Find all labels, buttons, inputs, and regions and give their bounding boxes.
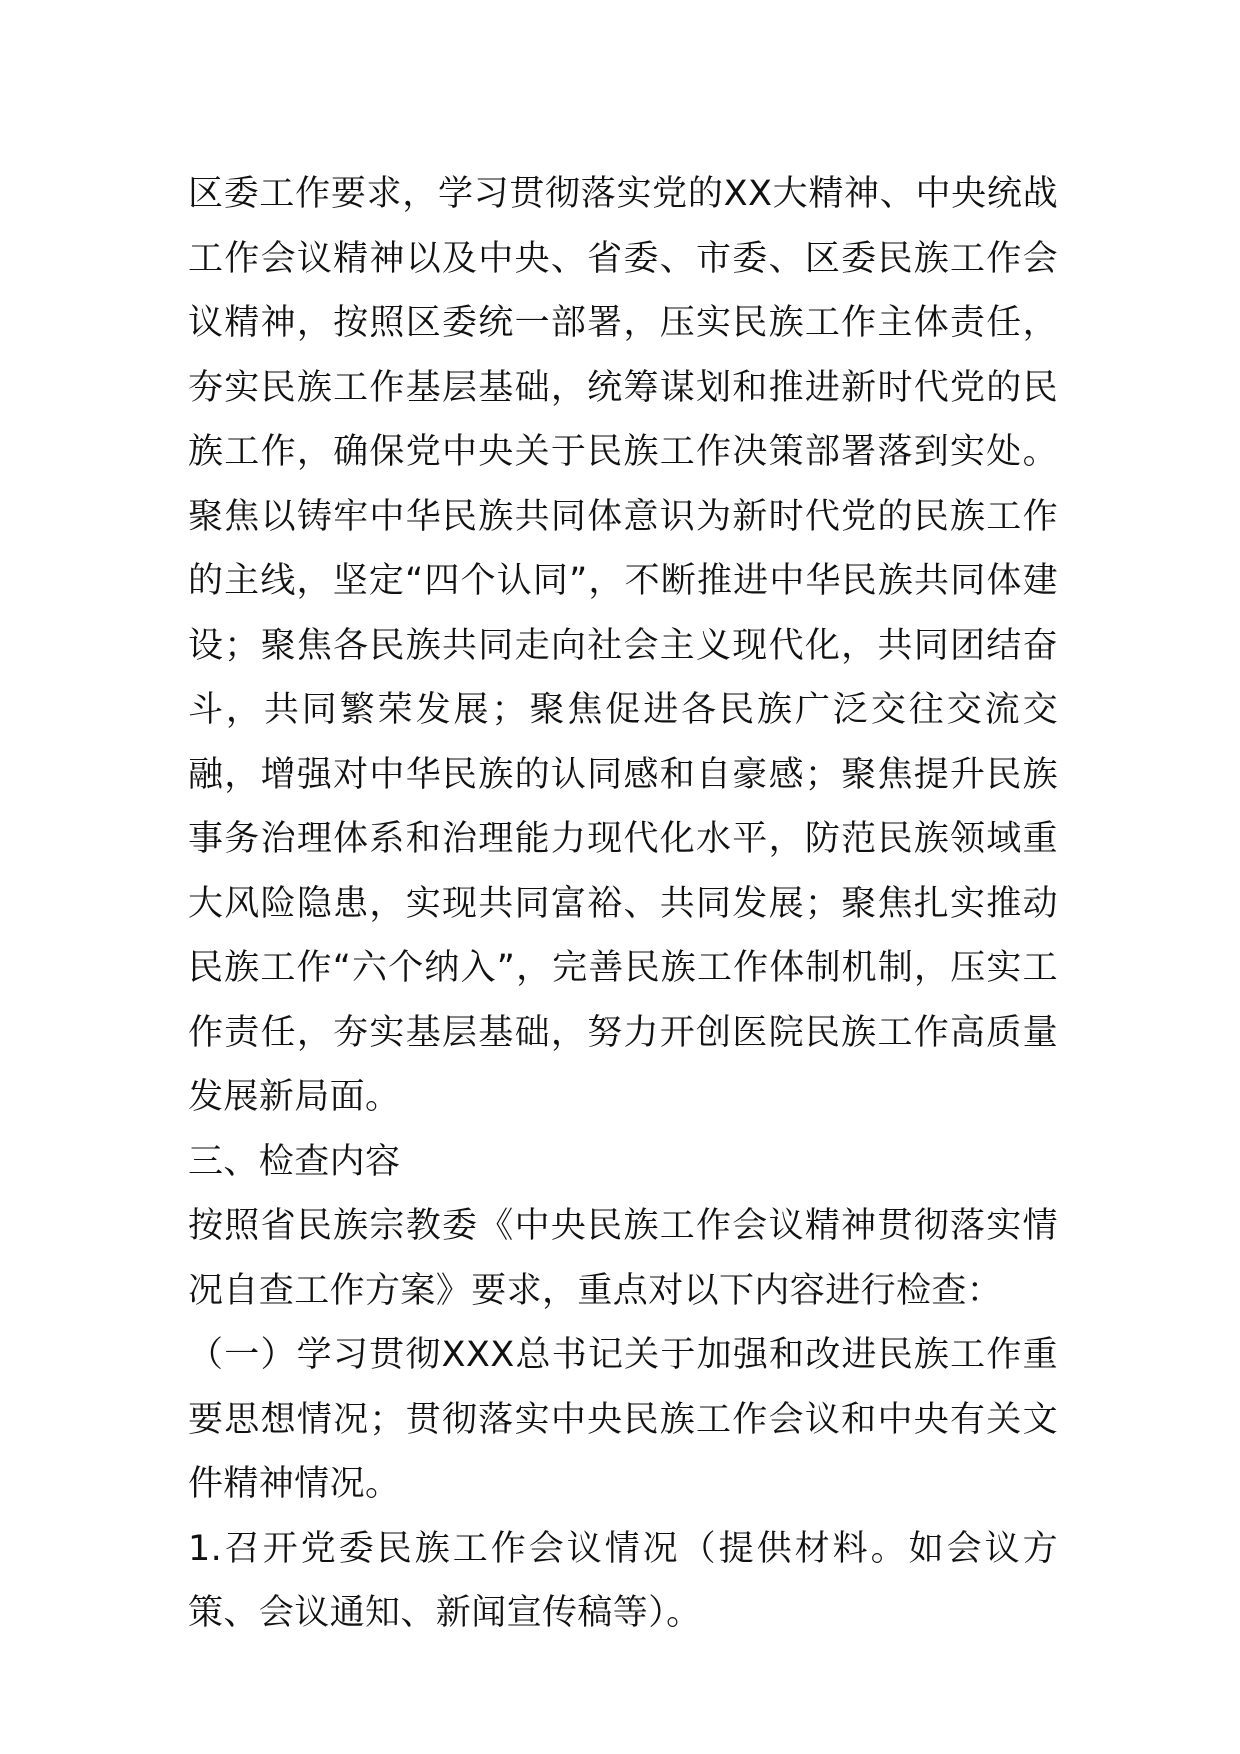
document-body xyxy=(188,162,1058,1646)
section-heading-inspection-content: 三、检查内容 xyxy=(188,1141,401,1182)
paragraph-work-goals: 区委工作要求，学习贯彻落实党的XX大精神、中央统战工作会议精神以及中央、省委、市委、区委民族工作会议精神，按照区委统一部署，压实民族工作主体责任，夯实民族工作基层基础，统筹谋划和推进新时代党的民族工作，确保党中央关于民族工作决策部署落到实处。聚焦以铸牢中华民族共同体意识为新时代党的民族工作的主线，坚定“四个认同”，不断推进中华民族共同体建设；聚焦各民族共同走向社会主义现代化，共同团结奋斗，共同繁荣发展；聚焦促进各民族广泛交往交流交融，增强对中华民族的认同感和自豪感；聚焦提升民族事务治理体系和治理能力现代化水平，防范民族领域重大风险隐患，实现共同富裕、共同发展；聚焦扎实推动民族工作“六个纳入”，完善民族工作体制机制，压实工作责任，夯实基层基础，努力开创医院民族工作高质量发展新局面。 xyxy=(188,174,1058,1117)
paragraph-subitem-1: 1.召开党委民族工作会议情况（提供材料。如会议方策、会议通知、新闻宣传稿等）。 xyxy=(188,1528,1058,1633)
paragraph-item-1: （一）学习贯彻XXX总书记关于加强和改进民族工作重要思想情况；贯彻落实中央民族工作会议和中央有关文件精神情况。 xyxy=(188,1335,1058,1504)
paragraph-inspection-basis: 按照省民族宗教委《中央民族工作会议精神贯彻落实情况自查工作方案》要求，重点对以下内容进行检查： xyxy=(188,1206,1058,1311)
